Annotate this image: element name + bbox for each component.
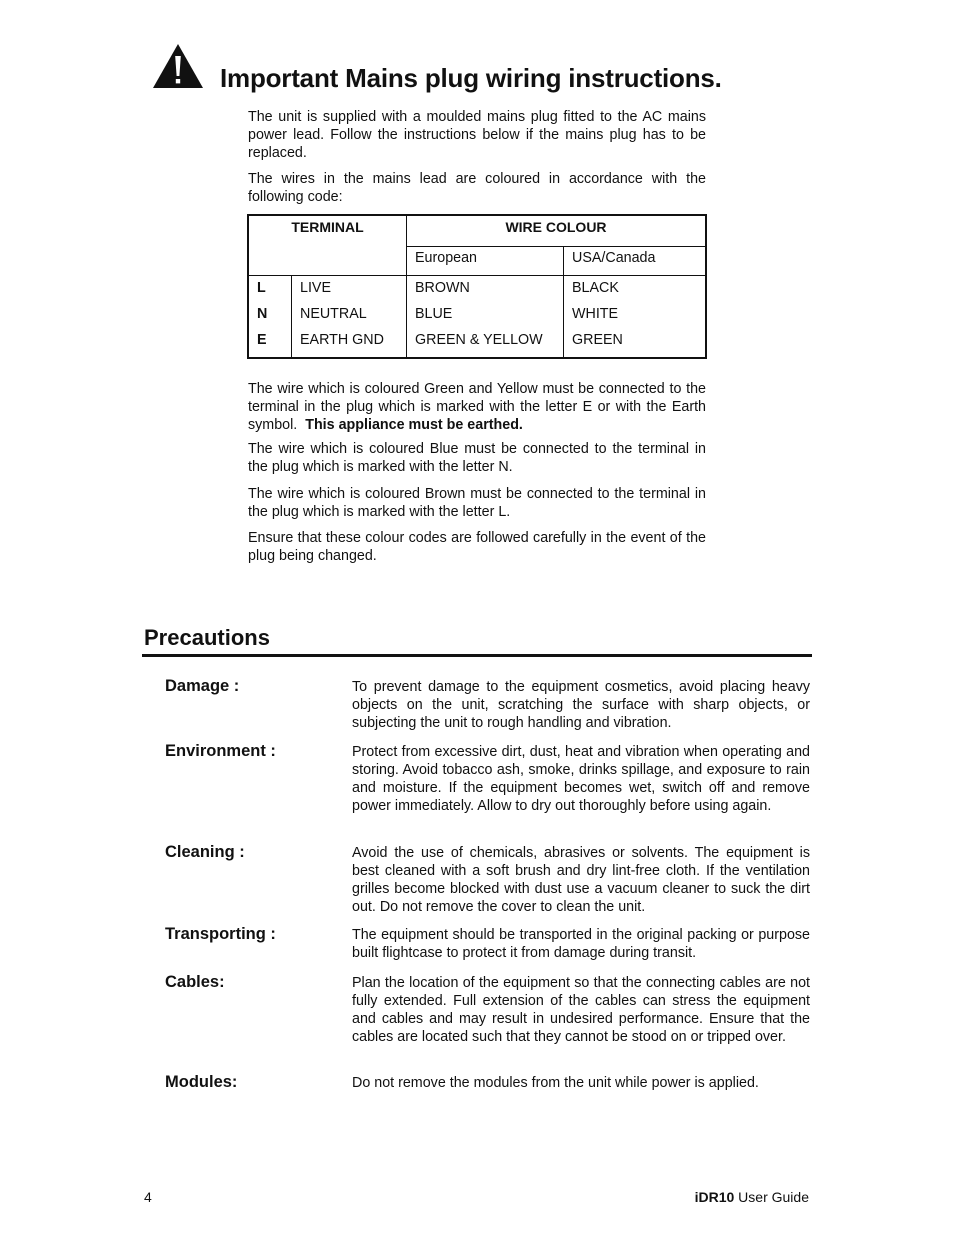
precaution-text: The equipment should be transported in the original packing or purpose built flightcase to protect it from damage during transit. [352, 927, 810, 961]
page-title: Important Mains plug wiring instructions. [220, 63, 722, 93]
precaution-text: Do not remove the modules from the unit while power is applied. [352, 1075, 759, 1091]
table-row [248, 305, 706, 331]
footer-guide-title: iDR10 User Guide [694, 1189, 809, 1205]
intro-paragraph-1: The unit is supplied with a moulded mains plug fitted to the AC mains power lead. Follow the instructions below if the mains plug has to be replaced. [248, 109, 706, 161]
precaution-label: Modules: [165, 1073, 238, 1091]
precaution-text: To prevent damage to the equipment cosmetics, avoid placing heavy objects on the unit, scratching the surface with sharp objects, or subjecting the unit to rough handling and vibration. [352, 679, 810, 731]
subheader-usa-canada: USA/Canada [564, 247, 707, 276]
usa-colour: BLACK [564, 276, 707, 306]
neutral-instruction: The wire which is coloured Blue must be connected to the terminal in the plug which is marked with the letter N. [248, 441, 706, 475]
subheader-european: European [407, 247, 564, 276]
table-row [248, 331, 706, 358]
precaution-label: Transporting : [165, 925, 276, 943]
header-wire-colour: WIRE COLOUR [505, 219, 607, 235]
live-instruction: The wire which is coloured Brown must be connected to the terminal in the plug which is marked with the letter L. [248, 486, 706, 520]
earthed-warning: This appliance must be earthed. [305, 417, 523, 433]
terminal-letter: N [248, 305, 292, 331]
precautions-heading: Precautions [144, 625, 270, 650]
precaution-label: Cables: [165, 973, 225, 991]
terminal-letter: L [248, 276, 292, 306]
warning-triangle-icon [152, 43, 204, 89]
precaution-text: Plan the location of the equipment so that the connecting cables are not fully extended. Full extension of the cables can stress the equipment and cables and may result in undesired performance. Ensure that the cables are located such that they cannot be stood on or tripped over. [352, 975, 810, 1045]
colour-code-note: Ensure that these colour codes are followed carefully in the event of the plug being changed. [248, 530, 706, 564]
terminal-letter: E [248, 331, 292, 358]
usa-colour: WHITE [572, 306, 619, 322]
precaution-label: Environment : [165, 742, 276, 760]
european-colour: GREEN & YELLOW [407, 331, 564, 358]
usa-colour: GREEN [572, 332, 623, 348]
precaution-label: Damage : [165, 677, 240, 695]
precaution-text: Avoid the use of chemicals, abrasives or solvents. The equipment is best cleaned with a soft brush and dry lint-free cloth. If the ventilation grilles become blocked with dust use a vacuum cleaner to suck the dirt out. Do not remove the cover to clean the unit. [352, 845, 810, 915]
terminal-name: EARTH GND [292, 331, 407, 358]
precaution-text: Protect from excessive dirt, dust, heat and vibration when operating and storing. Avoid tobacco ash, smoke, drinks spillage, and exposure to rain and moisture. If the equipment becomes wet, switch off and remove power immediately. Allow to dry out thoroughly before using again. [352, 744, 810, 814]
header-terminal: TERMINAL [248, 215, 407, 276]
section-divider [142, 654, 812, 657]
table-row [248, 276, 706, 306]
page-number: 4 [144, 1189, 152, 1205]
terminal-name: LIVE [292, 276, 407, 306]
intro-paragraph-2: The wires in the mains lead are coloured in accordance with the following code: [248, 171, 706, 205]
wire-colour-table [247, 214, 707, 359]
table-header-row [248, 215, 706, 247]
european-colour: BLUE [407, 305, 564, 331]
terminal-name: NEUTRAL [292, 305, 407, 331]
earth-instruction: The wire which is coloured Green and Yellow must be connected to the terminal in the plug which is marked with the letter E or with the Earth symbol. This appliance must be earthed. [248, 381, 706, 433]
precaution-label: Cleaning : [165, 843, 245, 861]
product-name: iDR10 [694, 1189, 735, 1205]
european-colour: BROWN [407, 276, 564, 306]
